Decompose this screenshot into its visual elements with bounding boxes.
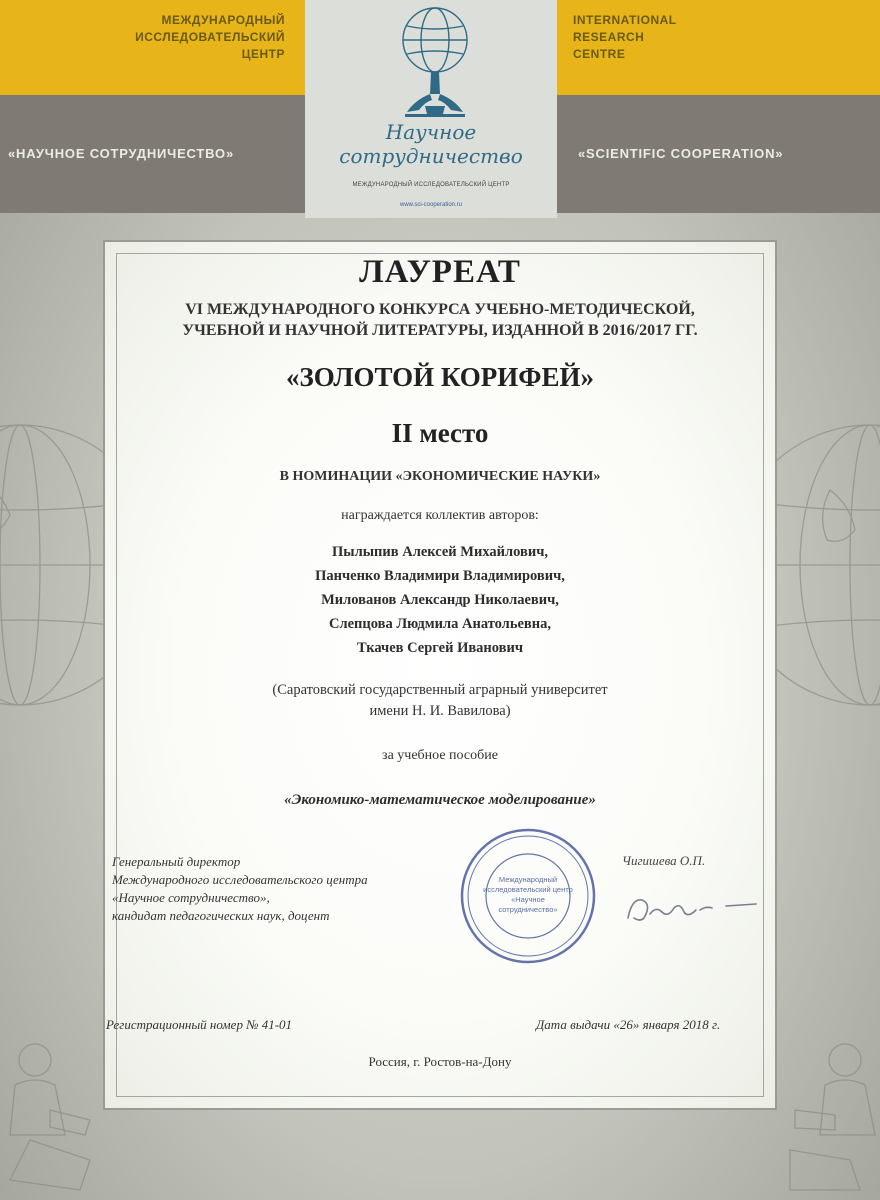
author-name: Пылыпив Алексей Михайлович, bbox=[332, 544, 548, 560]
handwritten-signature bbox=[622, 888, 762, 928]
org-name-ru-line: МЕЖДУНАРОДНЫЙ bbox=[161, 13, 285, 27]
affiliation-line: (Саратовский государственный аграрный университет bbox=[272, 682, 608, 698]
director-line: Генеральный директор bbox=[112, 854, 241, 869]
official-stamp bbox=[458, 826, 598, 966]
director-block bbox=[112, 853, 368, 925]
org-name-ru bbox=[135, 12, 285, 63]
contest-name bbox=[103, 299, 777, 341]
affiliation-line: имени Н. И. Вавилова) bbox=[369, 703, 511, 719]
org-name-en-line: RESEARCH bbox=[573, 30, 645, 44]
for-text: за учебное пособие bbox=[382, 748, 498, 763]
slogan-en: «SCIENTIFIC COOPERATION» bbox=[578, 146, 784, 161]
director-line: кандидат педагогических наук, доцент bbox=[112, 908, 330, 923]
org-name-en-line: CENTRE bbox=[573, 47, 626, 61]
org-name-en bbox=[573, 12, 677, 63]
awarded-to-text: награждается коллектив авторов: bbox=[341, 508, 539, 523]
director-line: «Научное сотрудничество», bbox=[112, 890, 270, 905]
stamp-line: сотрудничество» bbox=[498, 905, 558, 914]
issue-date: Дата выдачи «26» января 2018 г. bbox=[536, 1017, 721, 1032]
award-name: «ЗОЛОТОЙ КОРИФЕЙ» bbox=[285, 362, 595, 392]
slogan-ru: «НАУЧНОЕ СОТРУДНИЧЕСТВО» bbox=[8, 146, 234, 161]
logo-title-line: Научное bbox=[385, 120, 477, 144]
affiliation bbox=[103, 680, 777, 722]
logo-title-line: сотрудничество bbox=[339, 144, 523, 168]
certificate-title: ЛАУРЕАТ bbox=[359, 254, 521, 290]
contest-name-line: УЧЕБНОЙ И НАУЧНОЙ ЛИТЕРАТУРЫ, ИЗДАННОЙ В 2016/2017 ГГ. bbox=[182, 322, 698, 339]
stamp-line: «Научное bbox=[511, 895, 545, 904]
author-name: Панченко Владимири Владимирович, bbox=[315, 568, 565, 584]
org-name-ru-line: ЦЕНТР bbox=[241, 47, 285, 61]
award-place: II место bbox=[391, 418, 489, 448]
logo-title bbox=[305, 120, 557, 168]
stamp-line: исследовательский центр bbox=[483, 885, 573, 894]
book-title: «Экономико-математическое моделирование» bbox=[284, 792, 596, 808]
director-line: Международного исследовательского центра bbox=[112, 872, 368, 887]
issue-city: Россия, г. Ростов-на-Дону bbox=[368, 1054, 512, 1069]
author-name: Милованов Александр Николаевич, bbox=[321, 592, 559, 608]
right-globe-art bbox=[770, 390, 880, 740]
authors-list bbox=[103, 540, 777, 660]
org-name-en-line: INTERNATIONAL bbox=[573, 13, 677, 27]
left-reader-art bbox=[0, 1030, 110, 1200]
author-name: Слепцова Людмила Анатольевна, bbox=[329, 616, 551, 632]
signer-name: Чигишева О.П. bbox=[622, 853, 706, 868]
logo-subtitle: МЕЖДУНАРОДНЫЙ ИССЛЕДОВАТЕЛЬСКИЙ ЦЕНТР bbox=[352, 182, 510, 188]
tree-globe-icon bbox=[385, 2, 485, 120]
right-reader-art bbox=[770, 1030, 880, 1200]
left-globe-art bbox=[0, 390, 110, 740]
registration-number: Регистрационный номер № 41-01 bbox=[106, 1017, 293, 1032]
logo-url: www.sci-cooperation.ru bbox=[399, 202, 463, 208]
org-name-ru-line: ИССЛЕДОВАТЕЛЬСКИЙ bbox=[135, 30, 285, 44]
author-name: Ткачев Сергей Иванович bbox=[356, 640, 524, 656]
stamp-line: Международный bbox=[498, 875, 558, 884]
contest-name-line: VI МЕЖДУНАРОДНОГО КОНКУРСА УЧЕБНО-МЕТОДИЧЕСКОЙ, bbox=[185, 301, 695, 318]
nomination: В НОМИНАЦИИ «ЭКОНОМИЧЕСКИЕ НАУКИ» bbox=[279, 469, 601, 484]
